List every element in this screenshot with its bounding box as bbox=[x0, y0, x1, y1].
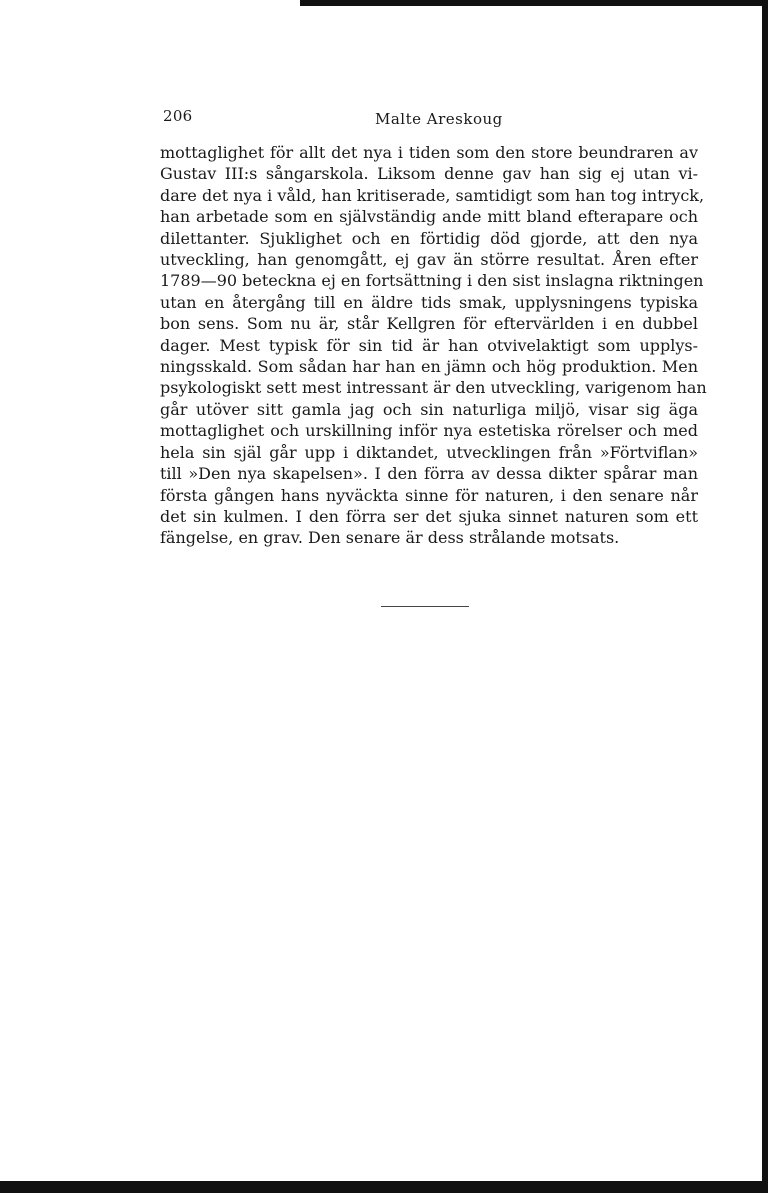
text-line: utveckling, han genomgått, ej gav än större resultat. Åren efter bbox=[160, 250, 698, 270]
text-line: psykologiskt sett mest intressant är den utveckling, varigenom han bbox=[160, 378, 707, 398]
text-line: Gustav III:s sångarskola. Liksom denne gav han sig ej utan vi- bbox=[160, 164, 698, 184]
text-line: dager. Mest typisk för sin tid är han otvivelaktigt som upplys- bbox=[160, 335, 698, 355]
body-paragraph bbox=[160, 142, 707, 549]
text-line: mottaglighet för allt det nya i tiden som den store beundraren av bbox=[160, 143, 698, 162]
text-line: ningsskald. Som sådan har han en jämn och hög produktion. Men bbox=[160, 357, 698, 377]
text-line: mottaglighet och urskillning inför nya estetiska rörelser och med bbox=[160, 421, 698, 441]
scan-edge-bottom bbox=[0, 1181, 768, 1193]
text-line: till »Den nya skapelsen». I den förra av dessa dikter spårar man bbox=[160, 464, 698, 484]
running-head: Malte Areskoug bbox=[375, 110, 503, 128]
text-line: 1789—90 beteckna ej en fortsättning i den sist inslagna riktningen bbox=[160, 271, 704, 291]
text-line: går utöver sitt gamla jag och sin naturliga miljö, visar sig äga bbox=[160, 399, 698, 419]
page-number: 206 bbox=[163, 107, 193, 125]
text-line: dare det nya i våld, han kritiserade, samtidigt som han tog intryck, bbox=[160, 185, 705, 205]
text-line: dilettanter. Sjuklighet och en förtidig död gjorde, att den nya bbox=[160, 228, 698, 248]
text-line: det sin kulmen. I den förra ser det sjuka sinnet naturen som ett bbox=[160, 506, 698, 526]
section-separator bbox=[381, 606, 469, 607]
scan-edge-right bbox=[762, 0, 768, 1193]
text-line: han arbetade som en självständig ande mitt bland efterapare och bbox=[160, 207, 698, 227]
text-line: hela sin själ går upp i diktandet, utvecklingen från »Förtviflan» bbox=[160, 442, 698, 462]
page-header bbox=[163, 107, 695, 131]
scan-edge-top bbox=[300, 0, 768, 6]
text-line: fängelse, en grav. Den senare är dess strålande motsats. bbox=[160, 528, 620, 548]
text-line: första gången hans nyväckta sinne för naturen, i den senare når bbox=[160, 485, 698, 505]
text-line: utan en återgång till en äldre tids smak, upplysningens typiska bbox=[160, 292, 698, 312]
text-line: bon sens. Som nu är, står Kellgren för eftervärlden i en dubbel bbox=[160, 314, 698, 334]
